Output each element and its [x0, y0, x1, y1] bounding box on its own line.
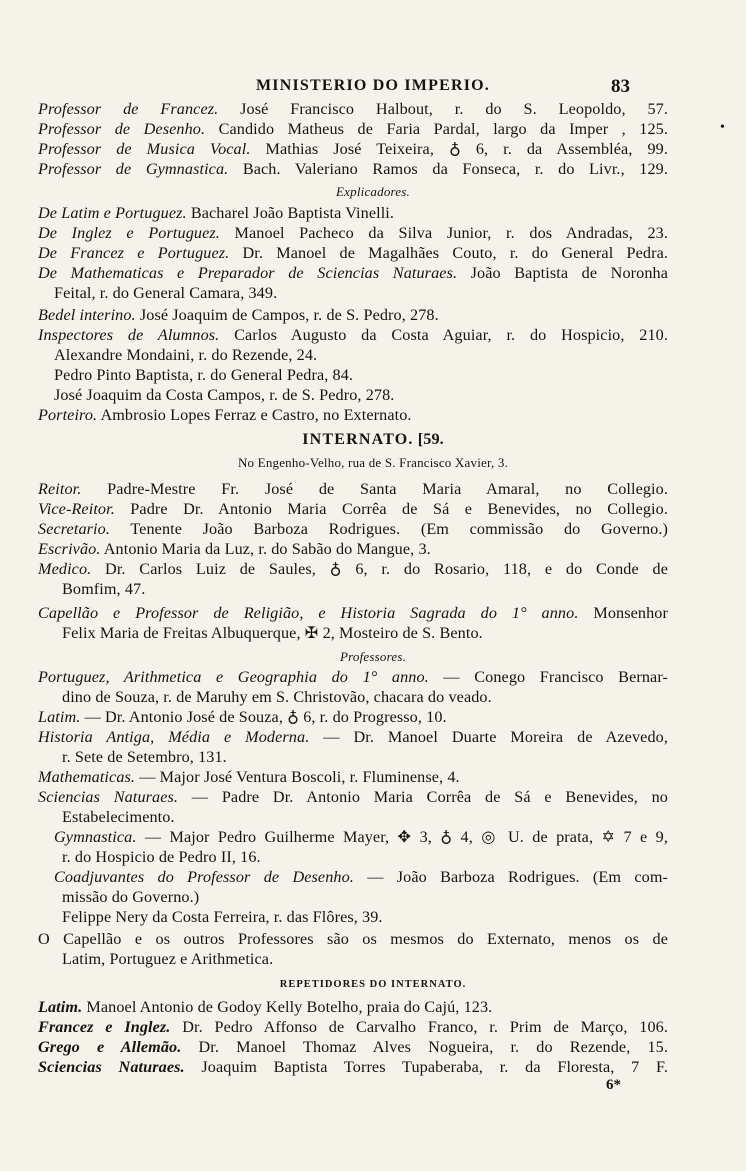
- section-heading-professores: Professores.: [339, 649, 407, 664]
- entry-coadjuvantes: Coadjuvantes do Professor de Desenho. — João Barboza Rodrigues. (Em com-: [54, 868, 668, 886]
- entry-inspector-name: Pedro Pinto Baptista, r. do General Pedra, 84.: [54, 366, 354, 384]
- entry-inspector-name: José Joaquim da Costa Campos, r. de S. Pedro, 278.: [54, 386, 395, 404]
- entry-medico: Medico. Dr. Carlos Luiz de Saules, ♁ 6, r. do Rosario, 118, e do Conde de: [38, 560, 668, 578]
- entry-porteiro: Porteiro. Ambrosio Lopes Ferraz e Castro, no Externato.: [38, 406, 412, 424]
- entry-professor-gymnastica: Professor de Gymnastica. Bach. Valeriano Ramos da Fonseca, r. do Livr., 129.: [38, 160, 668, 178]
- entry-prof-latim: Latim. — Dr. Antonio José de Souza, ♁ 6, r. do Progresso, 10.: [38, 708, 447, 726]
- entry-reitor: Reitor. Padre-Mestre Fr. José de Santa Maria Amaral, no Collegio.: [38, 480, 668, 498]
- entry-capellao-cont: Felix Maria de Freitas Albuquerque, ✠ 2, Mosteiro de S. Bento.: [62, 624, 483, 642]
- entry-bedel: Bedel interino. José Joaquim de Campos, r. de S. Pedro, 278.: [38, 306, 439, 324]
- entry-prof-mathematicas: Mathematicas. — Major José Ventura Boscoli, r. Fluminense, 4.: [38, 768, 460, 786]
- section-heading-explicadores: Explicadores.: [336, 184, 410, 199]
- entry-medico-cont: Bomfim, 47.: [62, 580, 146, 598]
- entry-repetidor-grego: Grego e Allemão. Dr. Manoel Thomaz Alves Nogueira, r. do Rezende, 15.: [38, 1038, 668, 1056]
- section-heading-internato: INTERNATO. [59.: [302, 430, 444, 448]
- page-number: 83: [611, 76, 630, 97]
- note-capellao-cont: Latim, Portuguez e Arithmetica.: [62, 950, 274, 968]
- entry-escrivao: Escrivão. Antonio Maria da Luz, r. do Sabão do Mangue, 3.: [38, 540, 431, 558]
- ink-speck: •: [720, 120, 725, 135]
- entry-inspector-name: Alexandre Mondaini, r. do Rezende, 24.: [54, 346, 318, 364]
- entry-explicador-latim: De Latim e Portuguez. Bacharel João Baptista Vinelli.: [38, 204, 395, 222]
- section-heading-repetidores: REPETIDORES DO INTERNATO.: [279, 979, 467, 990]
- page-header-title: MINISTERIO DO IMPERIO.: [256, 77, 490, 94]
- entry-explicador-mathematicas: De Mathematicas e Preparador de Sciencias Naturaes. João Baptista de Noronha: [38, 264, 668, 282]
- entry-prof-sciencias: Sciencias Naturaes. — Padre Dr. Antonio Maria Corrêa de Sá e Benevides, no: [38, 788, 669, 806]
- entry-repetidor-latim: Latim. Manoel Antonio de Godoy Kelly Botelho, praia do Cajú, 123.: [38, 998, 493, 1016]
- entry-prof-sciencias-cont: Estabelecimento.: [62, 808, 175, 826]
- entry-professor-francez: Professor de Francez. José Francisco Halbout, r. do S. Leopoldo, 57.: [38, 100, 668, 118]
- entry-prof-gymnastica-cont: r. do Hospicio de Pedro II, 16.: [62, 848, 261, 866]
- entry-prof-historia: Historia Antiga, Média e Moderna. — Dr. Manoel Duarte Moreira de Azevedo,: [38, 728, 668, 746]
- entry-prof-gymnastica: Gymnastica. — Major Pedro Guilherme Mayer, ✥ 3, ♁ 4, ◎ U. de prata, ✡ 7 e 9,: [54, 828, 668, 846]
- entry-prof-portuguez-cont: dino de Souza, r. de Maruhy em S. Christovão, chacara do veado.: [62, 688, 492, 706]
- entry-prof-portuguez: Portuguez, Arithmetica e Geographia do 1° anno. — Conego Francisco Bernar-: [38, 668, 668, 686]
- entry-explicador-francez: De Francez e Portuguez. Dr. Manoel de Magalhães Couto, r. do General Pedra.: [38, 244, 668, 262]
- entry-coadjuvantes-name: Felippe Nery da Costa Ferreira, r. das Flôres, 39.: [62, 908, 383, 926]
- entry-explicador-mathematicas-cont: Feital, r. do General Camara, 349.: [54, 284, 278, 302]
- entry-coadjuvantes-cont: missão do Governo.): [62, 888, 200, 906]
- entry-prof-historia-cont: r. Sete de Setembro, 131.: [62, 748, 227, 766]
- note-capellao: O Capellão e os outros Professores são os mesmos do Externato, menos os de: [38, 930, 668, 948]
- entry-repetidor-sciencias: Sciencias Naturaes. Joaquim Baptista Torres Tupaberaba, r. da Floresta, 7 F.: [38, 1058, 669, 1076]
- entry-professor-musica: Professor de Musica Vocal. Mathias José Teixeira, ♁ 6, r. da Assembléa, 99.: [38, 140, 668, 158]
- entry-professor-desenho: Professor de Desenho. Candido Matheus de Faria Pardal, largo da Imper , 125.: [38, 120, 669, 138]
- entry-capellao: Capellão e Professor de Religião, e Historia Sagrada do 1° anno. Monsenhor: [38, 604, 668, 622]
- entry-repetidor-francez: Francez e Inglez. Dr. Pedro Affonso de Carvalho Franco, r. Prim de Março, 106.: [38, 1018, 668, 1036]
- entry-secretario: Secretario. Tenente João Barboza Rodrigues. (Em commissão do Governo.): [38, 520, 668, 538]
- signature-mark: 6*: [606, 1077, 621, 1093]
- entry-inspectores: Inspectores de Alumnos. Carlos Augusto da Costa Aguiar, r. do Hospicio, 210.: [38, 326, 668, 344]
- entry-explicador-inglez: De Inglez e Portuguez. Manoel Pacheco da Silva Junior, r. dos Andradas, 23.: [38, 224, 668, 242]
- internato-address: No Engenho-Velho, rua de S. Francisco Xavier, 3.: [237, 455, 509, 470]
- entry-vice-reitor: Vice-Reitor. Padre Dr. Antonio Maria Corrêa de Sá e Benevides, no Collegio.: [38, 500, 668, 518]
